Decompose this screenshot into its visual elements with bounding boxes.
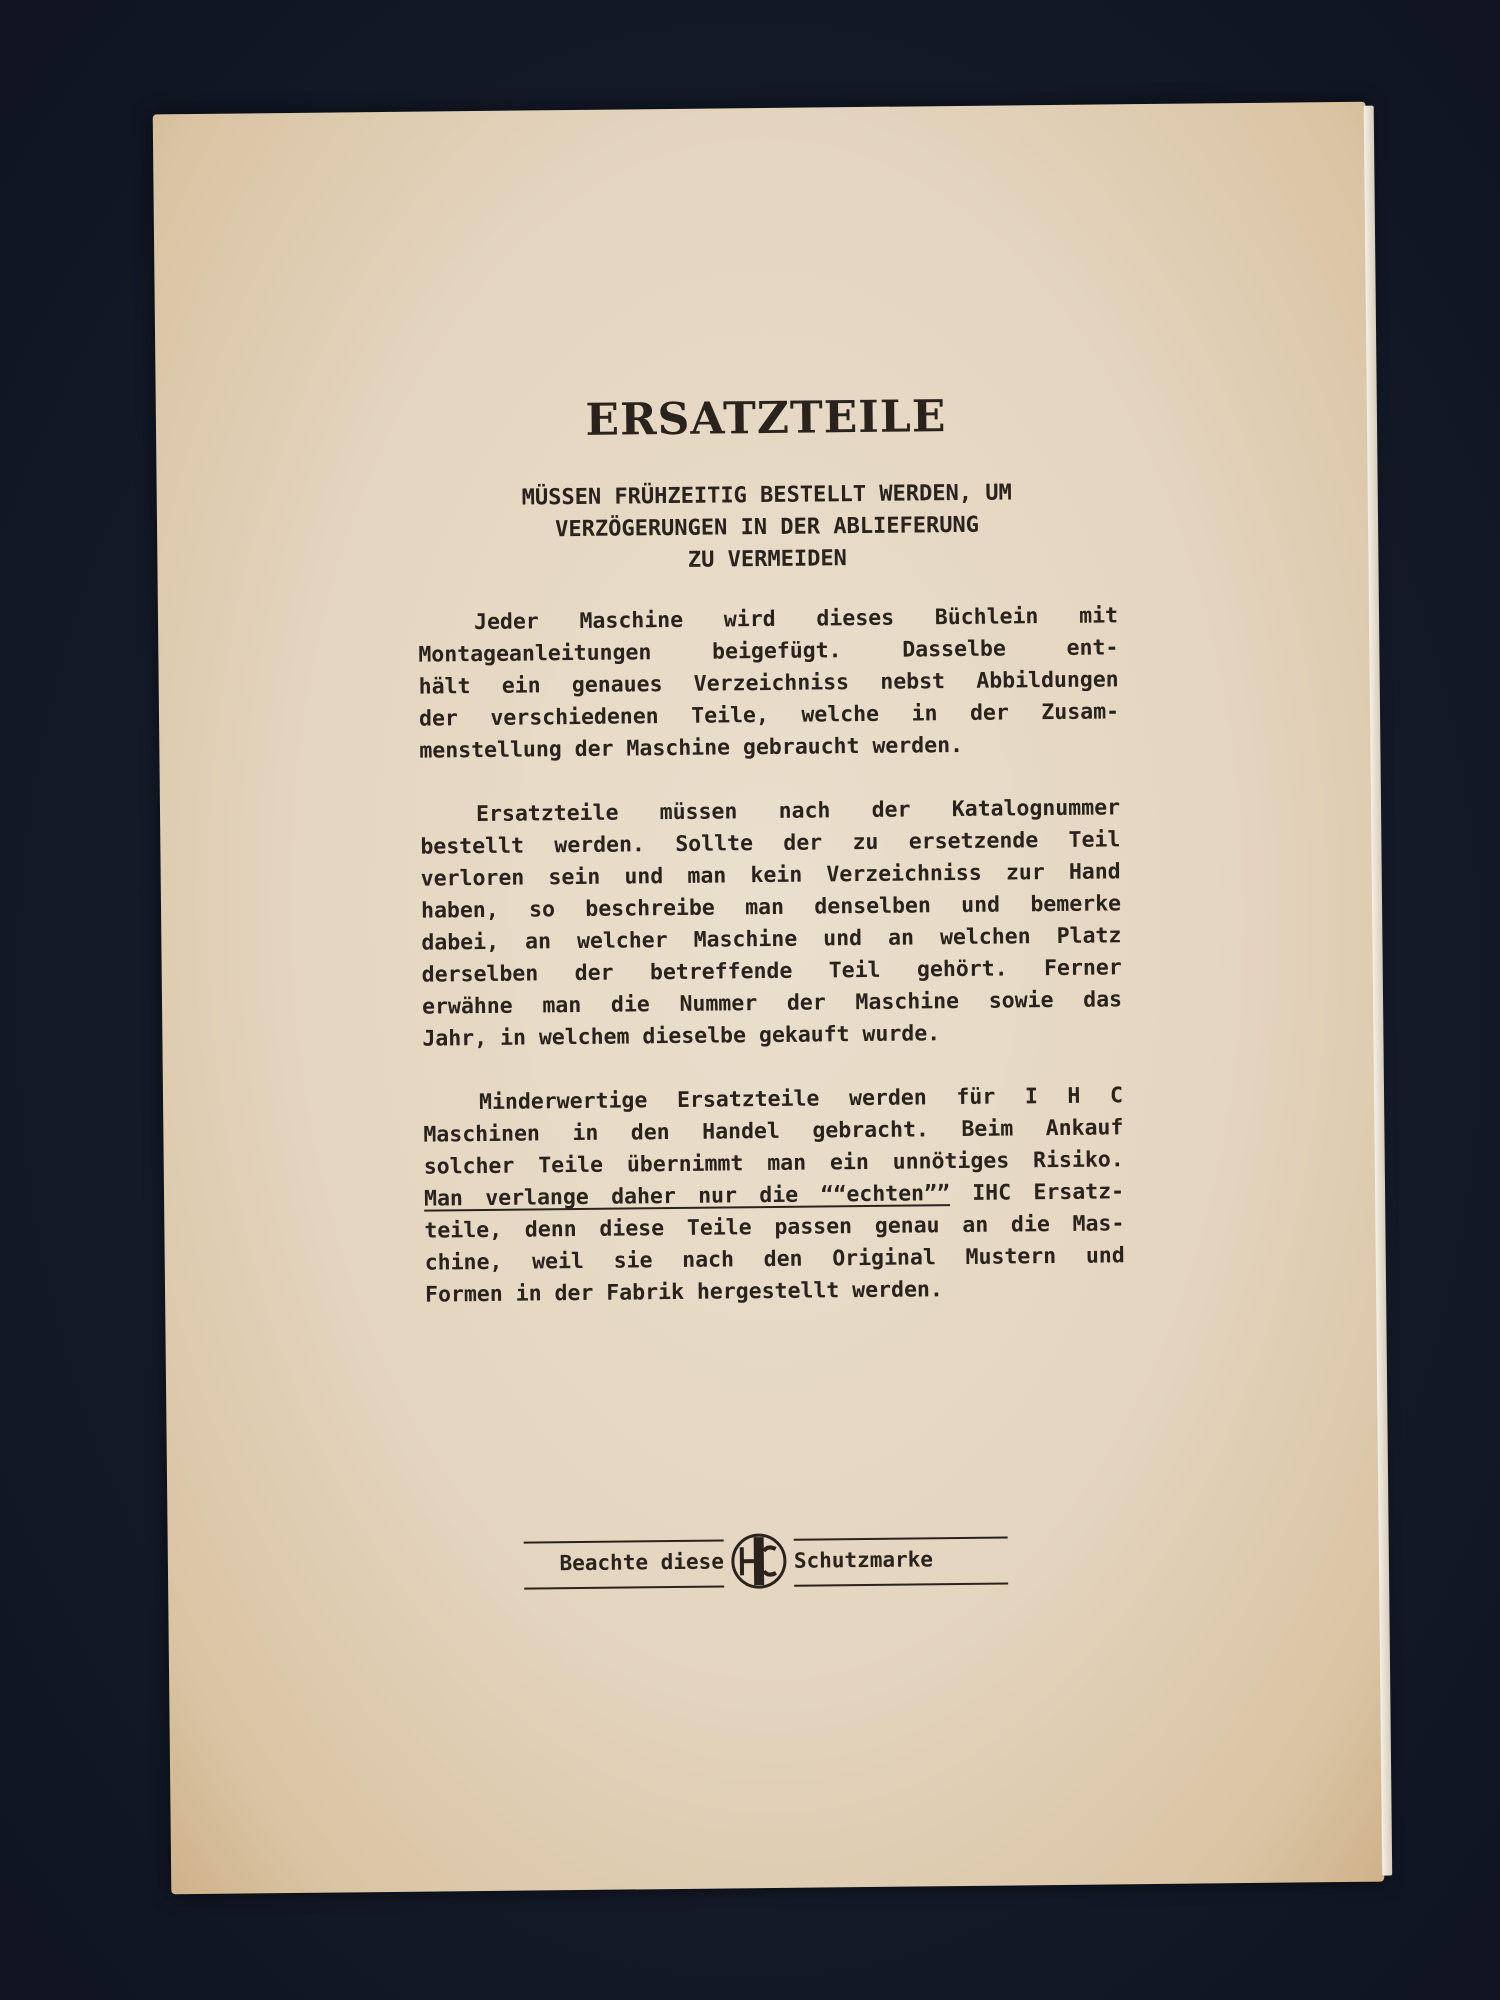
paragraph-line: erwähne man die Nummer der Maschine sowie das xyxy=(421,987,1123,1020)
paragraph-line: bestellt werden. Sollte der zu ersetzende Teil xyxy=(420,827,1121,860)
paragraph-line: der verschiedenen Teile, welche in der Zusam- xyxy=(418,699,1120,732)
rule-top-right xyxy=(794,1537,1008,1541)
paragraph-warning xyxy=(423,1080,1125,1311)
paragraph-line-rest: IHC Ersatz- xyxy=(949,1179,1125,1207)
paragraph-line: Jahr, in welchem dieselbe gekauft wurde. xyxy=(422,1021,941,1052)
paragraph-line: menstellung der Maschine gebraucht werden. xyxy=(419,732,964,764)
text-block xyxy=(416,389,1126,1576)
subtitle-line: ZU VERMEIDEN xyxy=(687,546,848,573)
paragraph-line: haben, so beschreibe man denselben und bemerke xyxy=(420,891,1122,924)
paragraph-instructions xyxy=(418,600,1120,767)
paragraph-line: chine, weil sie nach den Original Mustern und xyxy=(424,1243,1125,1276)
ihc-logo-icon xyxy=(730,1531,789,1592)
trademark-notice xyxy=(524,1528,1025,1593)
paragraph-line: Formen in der Fabrik hergestellt werden. xyxy=(424,1277,943,1308)
trademark-right-text: Schutzmarke xyxy=(793,1547,934,1573)
paragraph-line: dabei, an welcher Maschine und an welchen Platz xyxy=(421,923,1122,956)
paragraph-line: Montageanleitungen beigefügt. Dasselbe ent- xyxy=(418,635,1119,668)
paragraph-line: Ersatzteile müssen nach der Katalognummer xyxy=(475,795,1121,828)
page-title: ERSATZTEILE xyxy=(585,391,947,446)
trademark-left-text: Beachte diese xyxy=(559,1549,725,1576)
subtitle-line: MÜSSEN FRÜHZEITIG BESTELLT WERDEN, UM xyxy=(521,480,1012,511)
paragraph-line: derselben der betreffende Teil gehört. Ferner xyxy=(421,955,1122,988)
rule-bottom-right xyxy=(794,1583,1008,1587)
subtitle xyxy=(417,476,1118,579)
paragraph-line: verloren sein und man kein Verzeichniss zur Hand xyxy=(420,859,1121,892)
paragraph-line: solcher Teile übernimmt man ein unnötiges Risiko. xyxy=(423,1147,1124,1180)
rule-top-left xyxy=(524,1539,724,1543)
subtitle-line: VERZÖGERUNGEN IN DER ABLIEFERUNG xyxy=(555,512,980,543)
rule-bottom-left xyxy=(524,1585,724,1589)
paragraph-line: Maschinen in den Handel gebracht. Beim Ankauf xyxy=(423,1115,1124,1148)
paragraph-line: hält ein genaues Verzeichniss nebst Abbildungen xyxy=(418,667,1119,700)
paragraph-line: Jeder Maschine wird dieses Büchlein mit xyxy=(473,603,1119,636)
booklet-back-cover xyxy=(153,102,1385,1895)
paragraph-line: Minderwertige Ersatzteile werden für I H C xyxy=(478,1083,1124,1116)
paragraph-line: teile, denn diese Teile passen genau an die Mas- xyxy=(424,1211,1125,1244)
underlined-text: Man verlange daher nur die ““echten”” xyxy=(423,1181,951,1212)
page-edge xyxy=(1364,106,1393,1876)
paragraph-ordering xyxy=(420,792,1123,1055)
